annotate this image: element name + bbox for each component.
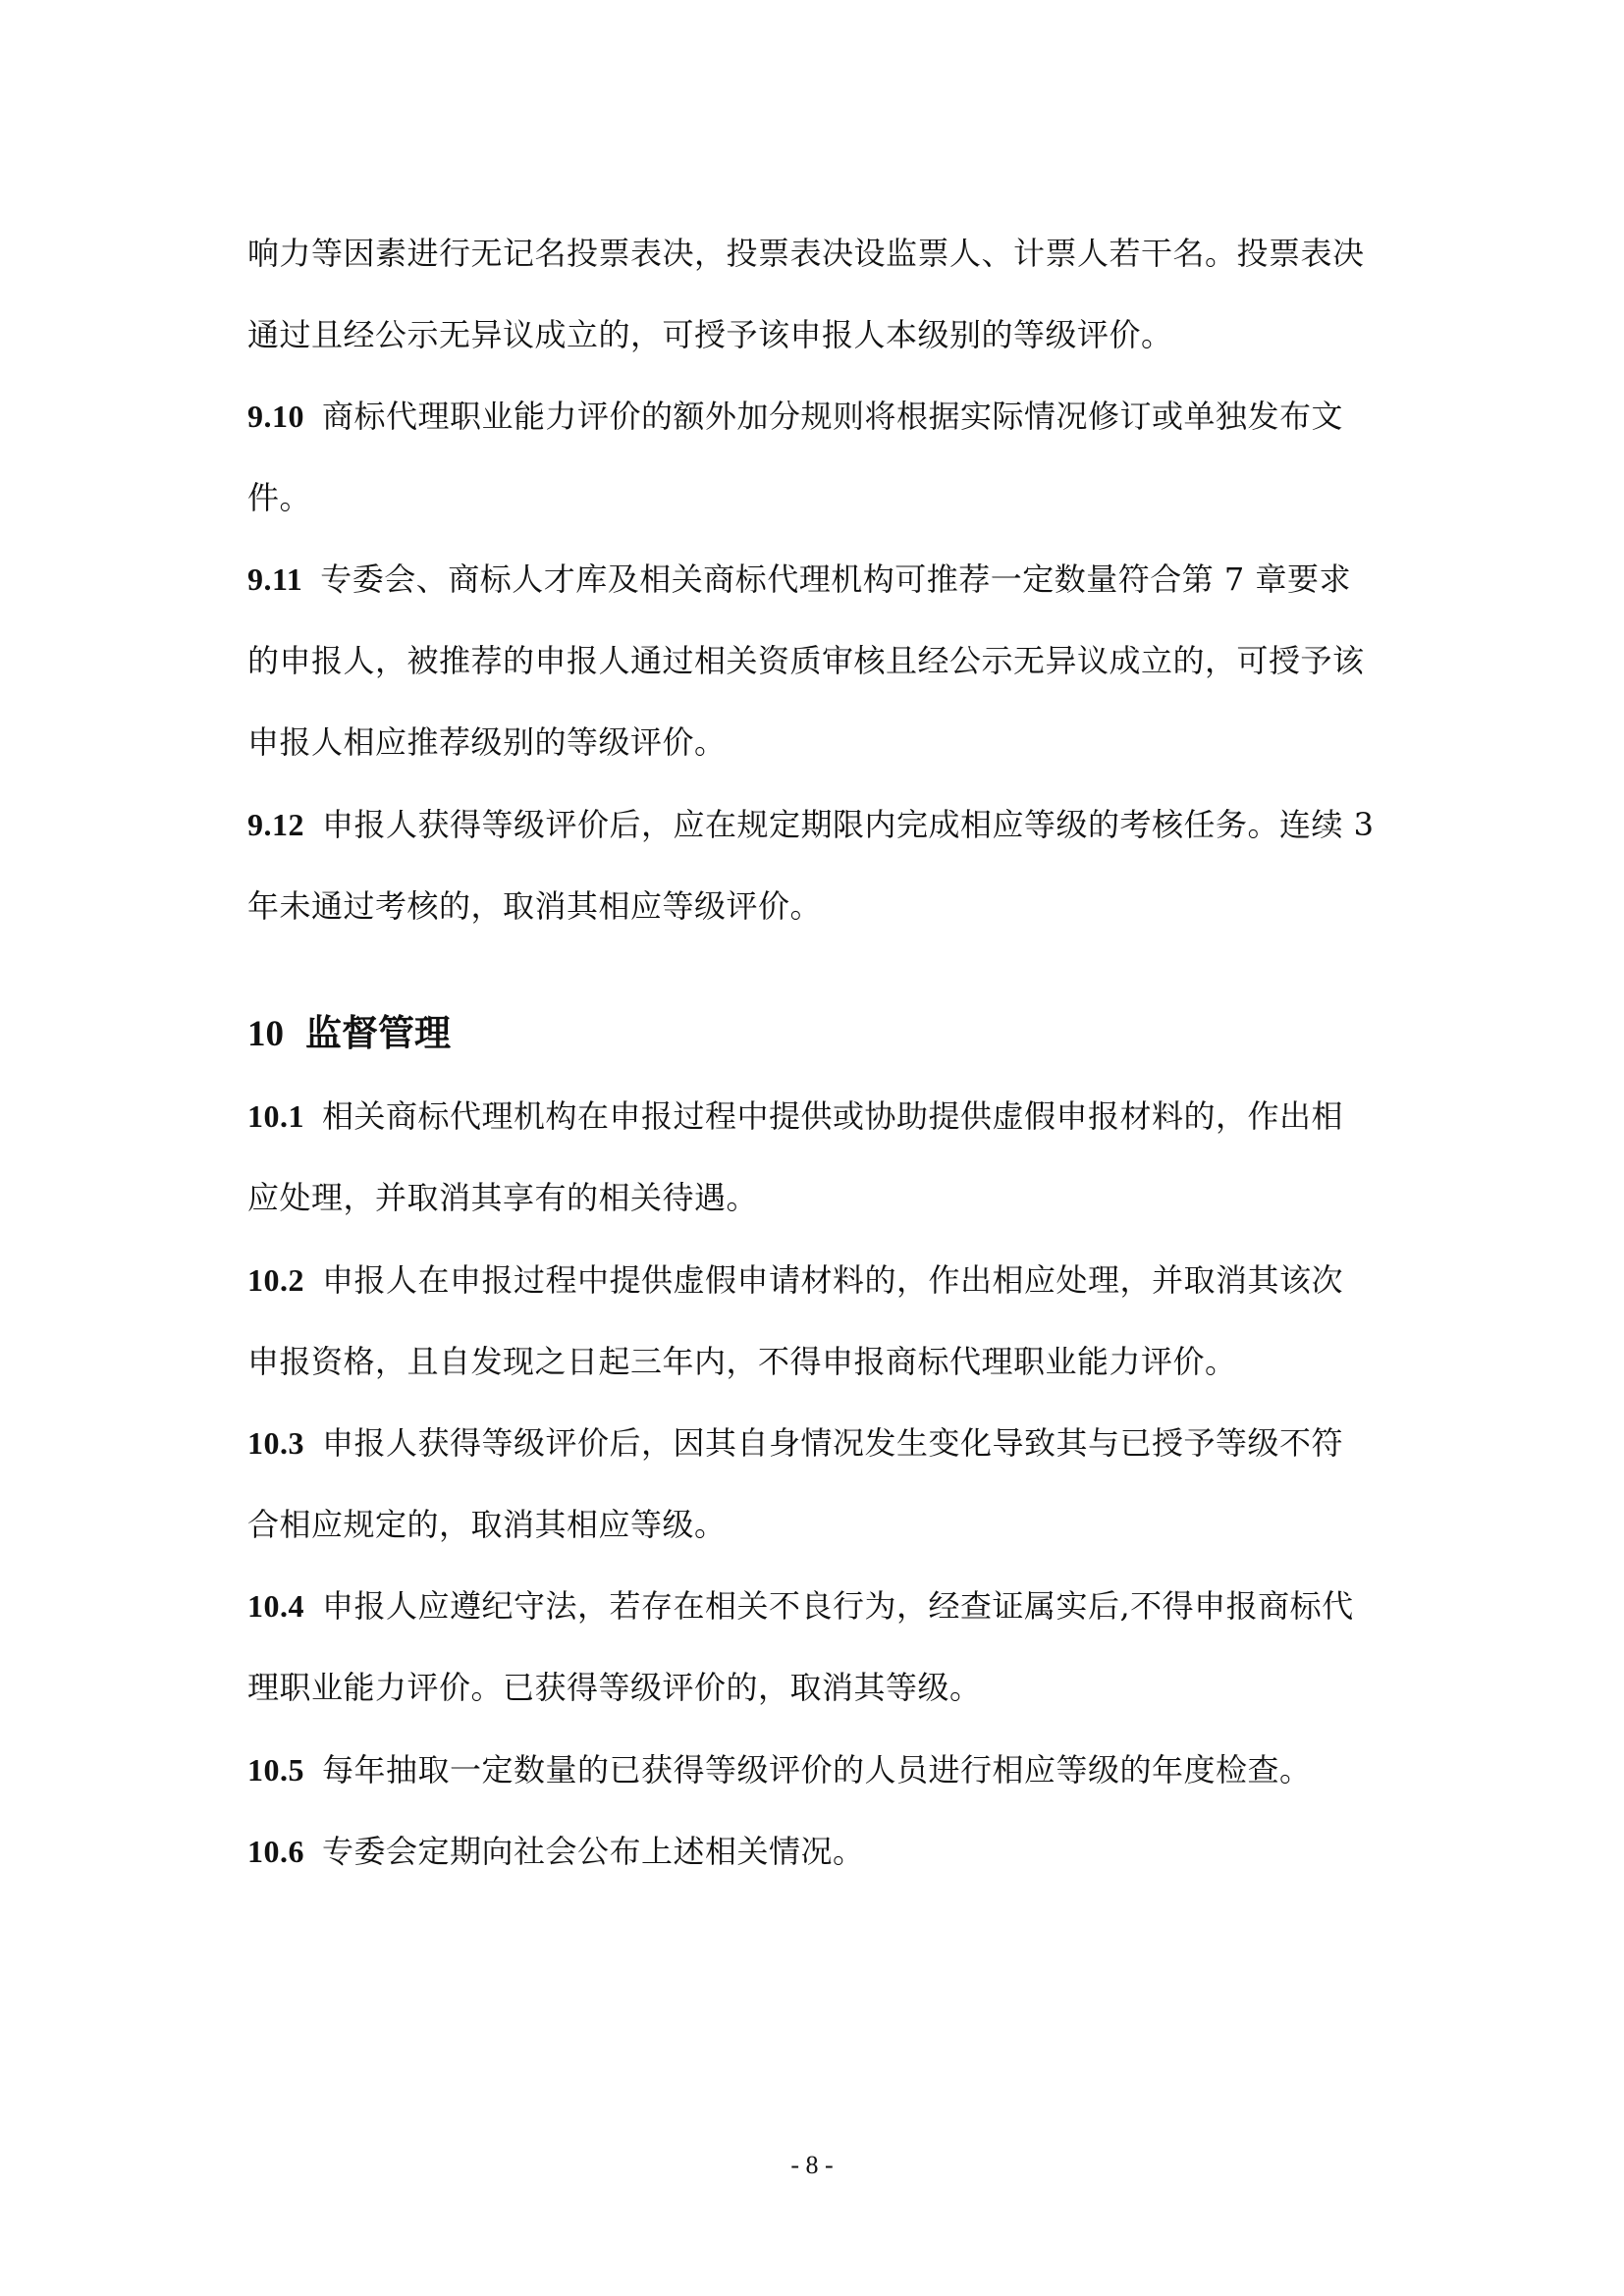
section-heading [247, 999, 451, 1068]
clause-text: 商标代理职业能力评价的额外加分规则将根据实际情况修订或单独发布文 [322, 398, 1344, 435]
clause-number: 10.5 [247, 1752, 304, 1788]
paragraph-line: 合相应规定的，取消其相应等级。 [247, 1506, 727, 1543]
clause-9-10 [247, 387, 1386, 446]
paragraph-line: 的申报人，被推荐的申报人通过相关资质审核且经公示无异议成立的，可授予该 [247, 642, 1365, 679]
clause-10-4 [247, 1576, 1386, 1635]
clause-text: 申报人应遵纪守法，若存在相关不良行为，经查证属实后,不得申报商标代 [322, 1587, 1354, 1625]
paragraph-line: 年未通过考核的，取消其相应等级评价。 [247, 887, 823, 925]
clause-10-2 [247, 1251, 1386, 1309]
paragraph-line: 件。 [247, 479, 312, 516]
clause-9-11 [247, 550, 1386, 609]
clause-10-1 [247, 1087, 1386, 1146]
clause-text: 每年抽取一定数量的已获得等级评价的人员进行相应等级的年度检查。 [322, 1751, 1312, 1789]
clause-text: 申报人在申报过程中提供虚假申请材料的，作出相应处理，并取消其该次 [322, 1261, 1344, 1299]
clause-text: 专委会、商标人才库及相关商标代理机构可推荐一定数量符合第 7 章要求 [320, 561, 1351, 598]
clause-text: 相关商标代理机构在申报过程中提供或协助提供虚假申报材料的，作出相 [322, 1097, 1344, 1135]
page-number: - 8 - [790, 2151, 834, 2179]
section-title: 监督管理 [305, 1012, 451, 1054]
paragraph-line: 申报资格，且自发现之日起三年内，不得申报商标代理职业能力评价。 [247, 1343, 1237, 1380]
clause-text: 专委会定期向社会公布上述相关情况。 [322, 1833, 865, 1870]
clause-number: 10.2 [247, 1262, 304, 1298]
clause-text: 申报人获得等级评价后，因其自身情况发生变化导致其与已授予等级不符 [322, 1424, 1344, 1462]
clause-number: 9.12 [247, 807, 304, 842]
paragraph-line: 通过且经公示无异议成立的，可授予该申报人本级别的等级评价。 [247, 316, 1173, 353]
clause-number: 10.4 [247, 1588, 304, 1624]
clause-10-6 [247, 1822, 1386, 1881]
section-number: 10 [247, 1014, 284, 1054]
paragraph-line: 理职业能力评价。已获得等级评价的，取消其等级。 [247, 1669, 982, 1706]
clause-number: 10.1 [247, 1098, 304, 1134]
clause-number: 9.10 [247, 399, 304, 434]
clause-10-5 [247, 1740, 1386, 1799]
clause-9-12 [247, 795, 1386, 854]
clause-text: 申报人获得等级评价后，应在规定期限内完成相应等级的考核任务。连续 3 [322, 806, 1375, 843]
clause-number: 9.11 [247, 561, 303, 597]
clause-number: 10.6 [247, 1834, 304, 1869]
clause-number: 10.3 [247, 1425, 304, 1461]
paragraph-line: 申报人相应推荐级别的等级评价。 [247, 723, 727, 761]
clause-10-3 [247, 1414, 1386, 1472]
paragraph-line: 响力等因素进行无记名投票表决，投票表决设监票人、计票人若干名。投票表决 [247, 235, 1365, 272]
paragraph-line: 应处理，并取消其享有的相关待遇。 [247, 1179, 759, 1216]
